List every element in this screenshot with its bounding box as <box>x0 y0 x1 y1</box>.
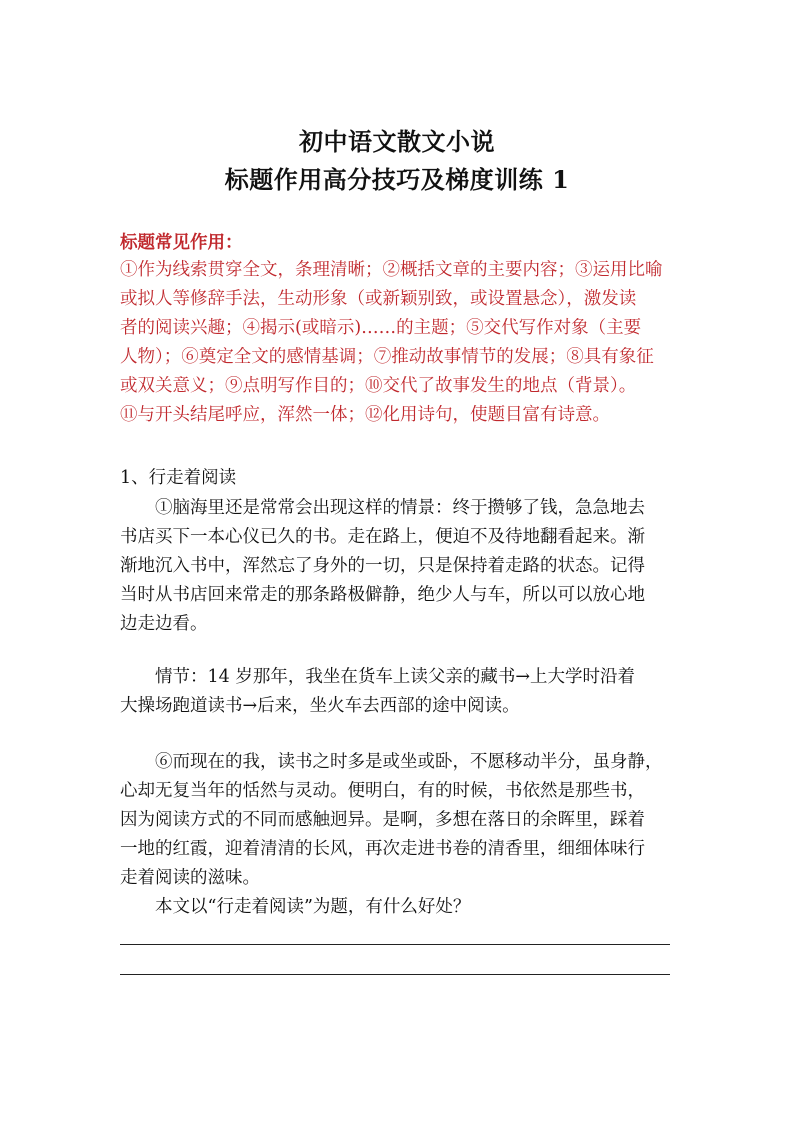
question-text: 本文以“行走着阅读”为题，有什么好处？ <box>155 897 471 917</box>
paragraph-plot <box>120 663 690 721</box>
paragraph-line: 心却无复当年的恬然与灵动。便明白，有的时候，书依然是那些书， <box>120 781 645 801</box>
paragraph-1 <box>120 494 690 639</box>
functions-line: 或拟人等修辞手法，生动形象（或新颖别致，或设置悬念），激发读 <box>120 289 637 309</box>
functions-list <box>120 256 690 430</box>
section-title: 1、行走着阅读 <box>120 468 237 488</box>
functions-heading: 标题常见作用： <box>120 233 243 253</box>
functions-line: 者的阅读兴趣；④揭示(或暗示)……的主题；⑤交代写作对象（主要 <box>120 318 642 338</box>
paragraph-6 <box>120 748 690 922</box>
paragraph-line: ⑥而现在的我，读书之时多是或坐或卧，不愿移动半分，虽身静， <box>155 752 663 772</box>
paragraph-line: 边走边看。 <box>120 614 208 634</box>
paragraph-line: 渐地沉入书中，浑然忘了身外的一切，只是保持着走路的状态。记得 <box>120 556 645 576</box>
paragraph-line: 因为阅读方式的不同而感触迥异。是啊，多想在落日的余晖里，踩着 <box>120 810 645 830</box>
doc-title-line2: 标题作用高分技巧及梯度训练 1 <box>224 165 570 194</box>
doc-title-line1: 初中语文散文小说 <box>299 127 495 156</box>
paragraph-line: 书店买下一本心仪已久的书。走在路上，便迫不及待地翻看起来。渐 <box>120 527 645 547</box>
paragraph-line: 情节：14 岁那年，我坐在货车上读父亲的藏书→上大学时沿着 <box>155 667 635 687</box>
functions-line: 或双关意义；⑨点明写作目的；⑩交代了故事发生的地点（背景）。 <box>120 376 637 396</box>
paragraph-line: 一地的红霞，迎着清清的长风，再次走进书卷的清香里，细细体味行 <box>120 839 645 859</box>
paragraph-line: 当时从书店回来常走的那条路极僻静，绝少人与车，所以可以放心地 <box>120 585 645 605</box>
functions-line: ⑪与开头结尾呼应，浑然一体；⑫化用诗句，使题目富有诗意。 <box>120 405 610 425</box>
functions-line: ①作为线索贯穿全文，条理清晰；②概括文章的主要内容；③运用比喻 <box>120 260 663 280</box>
answer-line <box>120 944 670 945</box>
functions-line: 人物）；⑥奠定全文的感情基调；⑦推动故事情节的发展；⑧具有象征 <box>120 347 654 367</box>
answer-line <box>120 974 670 975</box>
paragraph-line: ①脑海里还是常常会出现这样的情景：终于攒够了钱，急急地去 <box>155 498 645 518</box>
paragraph-line: 大操场跑道读书→后来，坐火车去西部的途中阅读。 <box>120 696 520 716</box>
paragraph-line: 走着阅读的滋味。 <box>120 868 260 888</box>
